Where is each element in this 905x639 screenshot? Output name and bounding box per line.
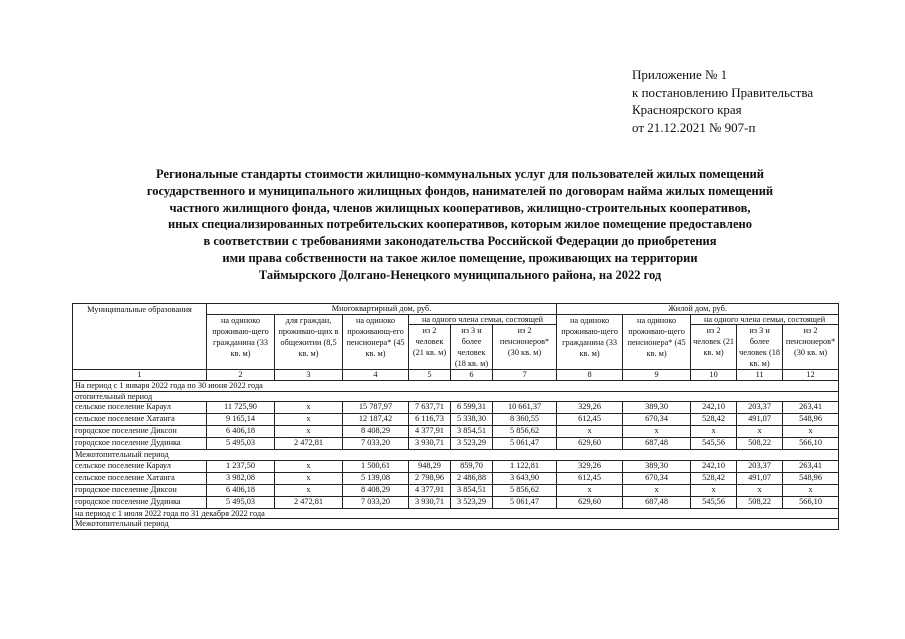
header-single: на одиноко проживаю-щего гражданина (33 кв. м) — [207, 314, 275, 370]
value-cell: 9 165,14 — [207, 414, 275, 426]
value-cell: 859,70 — [451, 460, 493, 472]
value-cell: 3 643,90 — [493, 472, 557, 484]
title-line: государственного и муниципального жилищных фондов, нанимателей по договорам найма жилых помещений — [146, 183, 774, 198]
value-cell: 5 495,03 — [207, 438, 275, 450]
header-house: Жилой дом, руб. — [557, 304, 839, 315]
column-number: 9 — [623, 370, 691, 381]
header-dorm: для граждан, проживаю-щих в общежитии (8,5 кв. м) — [275, 314, 343, 370]
column-number: 2 — [207, 370, 275, 381]
value-cell: x — [275, 414, 343, 426]
value-cell: 5 139,08 — [343, 472, 409, 484]
section-label: На период с 1 января 2022 года по 30 июня 2022 года — [73, 381, 839, 392]
document-title — [70, 166, 850, 284]
section-row — [73, 508, 839, 519]
value-cell: 5 338,30 — [451, 414, 493, 426]
value-cell: x — [275, 484, 343, 496]
subsection-label: Межотопительный период — [73, 519, 839, 530]
value-cell: 1 500,61 — [343, 460, 409, 472]
title-line: Таймырского Долгано-Ненецкого муниципального района, на 2022 год — [258, 267, 662, 282]
value-cell: x — [557, 426, 623, 438]
value-cell: x — [737, 484, 783, 496]
value-cell: 263,41 — [783, 460, 839, 472]
value-cell: 6 406,18 — [207, 426, 275, 438]
value-cell: 11 725,90 — [207, 402, 275, 414]
municipality-cell: городское поселение Дудинка — [73, 496, 207, 508]
column-number: 11 — [737, 370, 783, 381]
value-cell: x — [691, 484, 737, 496]
value-cell: 3 930,71 — [409, 438, 451, 450]
section-row — [73, 381, 839, 392]
subsection-label: отопительный период — [73, 391, 839, 402]
appendix-line: к постановлению Правительства — [632, 84, 814, 100]
municipality-cell: городское поселение Дудинка — [73, 438, 207, 450]
value-cell: 5 495,03 — [207, 496, 275, 508]
value-cell: x — [275, 402, 343, 414]
value-cell: 203,37 — [737, 460, 783, 472]
header-single-house: на одиноко проживаю-щего гражданина (33 кв. м) — [557, 314, 623, 370]
subsection-row — [73, 450, 839, 461]
municipality-cell: городское поселение Диксон — [73, 484, 207, 496]
column-number-row — [73, 370, 839, 381]
value-cell: 1 122,81 — [493, 460, 557, 472]
value-cell: 687,48 — [623, 438, 691, 450]
value-cell: 5 061,47 — [493, 438, 557, 450]
subsection-row — [73, 519, 839, 530]
header-three: из 3 и более человек (18 кв. м) — [451, 325, 493, 370]
value-cell: 548,96 — [783, 414, 839, 426]
value-cell: 203,37 — [737, 402, 783, 414]
value-cell: 528,42 — [691, 472, 737, 484]
municipality-cell: сельское поселение Хатанга — [73, 472, 207, 484]
subsection-label: Межотопительный период — [73, 450, 839, 461]
value-cell: 528,42 — [691, 414, 737, 426]
municipality-cell: сельское поселение Хатанга — [73, 414, 207, 426]
column-number: 1 — [73, 370, 207, 381]
title-line: ими права собственности на такое жилое помещение, проживающих на территории — [222, 250, 698, 265]
section-label: на период с 1 июля 2022 года по 31 декабря 2022 года — [73, 508, 839, 519]
appendix-block — [632, 66, 813, 136]
header-two-pens: из 2 пенсионеров* (30 кв. м) — [493, 325, 557, 370]
value-cell: 566,10 — [783, 438, 839, 450]
column-number: 3 — [275, 370, 343, 381]
value-cell: 5 856,62 — [493, 484, 557, 496]
table-row — [73, 484, 839, 496]
value-cell: 3 982,08 — [207, 472, 275, 484]
title-line: иных специализированных потребительских кооперативов, которым жилое помещение предоставлено — [168, 217, 752, 232]
value-cell: 3 854,51 — [451, 426, 493, 438]
value-cell: 2 486,88 — [451, 472, 493, 484]
value-cell: 5 061,47 — [493, 496, 557, 508]
table-row — [73, 438, 839, 450]
value-cell: 389,30 — [623, 460, 691, 472]
value-cell: 6 116,73 — [409, 414, 451, 426]
value-cell: x — [783, 484, 839, 496]
value-cell: 5 856,62 — [493, 426, 557, 438]
value-cell: 687,48 — [623, 496, 691, 508]
value-cell: x — [557, 484, 623, 496]
column-number: 10 — [691, 370, 737, 381]
appendix-line: от 21.12.2021 № 907-п — [632, 119, 756, 135]
column-number: 8 — [557, 370, 623, 381]
value-cell: 508,22 — [737, 438, 783, 450]
value-cell: 548,96 — [783, 472, 839, 484]
column-number: 6 — [451, 370, 493, 381]
value-cell: 7 637,71 — [409, 402, 451, 414]
column-number: 12 — [783, 370, 839, 381]
value-cell: x — [783, 426, 839, 438]
title-line: в соответствии с требованиями законодательства Российской Федерации до приобретения — [203, 234, 717, 249]
header-two: из 2 человек (21 кв. м) — [409, 325, 451, 370]
header-pensioner: на одиноко проживающ-его пенсионера* (45 кв. м) — [343, 314, 409, 370]
value-cell: 10 661,37 — [493, 402, 557, 414]
value-cell: 3 523,29 — [451, 438, 493, 450]
municipality-cell: сельское поселение Караул — [73, 402, 207, 414]
value-cell: 3 854,51 — [451, 484, 493, 496]
value-cell: 545,56 — [691, 438, 737, 450]
column-number: 4 — [343, 370, 409, 381]
value-cell: 566,10 — [783, 496, 839, 508]
title-line: частного жилищного фонда, членов жилищных кооперативов, жилищно-строительных кооперативов, — [169, 200, 751, 215]
header-row — [73, 304, 839, 315]
municipality-cell: сельское поселение Караул — [73, 460, 207, 472]
value-cell: 329,26 — [557, 402, 623, 414]
value-cell: 263,41 — [783, 402, 839, 414]
value-cell: x — [691, 426, 737, 438]
value-cell: 7 033,20 — [343, 496, 409, 508]
value-cell: 6 599,31 — [451, 402, 493, 414]
value-cell: 7 033,20 — [343, 438, 409, 450]
header-municipal: Муниципальные образования — [73, 304, 207, 370]
value-cell: 12 187,42 — [343, 414, 409, 426]
value-cell: 612,45 — [557, 414, 623, 426]
value-cell: 670,34 — [623, 414, 691, 426]
value-cell: 242,10 — [691, 460, 737, 472]
value-cell: x — [275, 472, 343, 484]
value-cell: x — [623, 426, 691, 438]
value-cell: 15 787,97 — [343, 402, 409, 414]
column-number: 7 — [493, 370, 557, 381]
value-cell: 629,60 — [557, 438, 623, 450]
column-number: 5 — [409, 370, 451, 381]
table-row — [73, 402, 839, 414]
value-cell: 8 408,29 — [343, 484, 409, 496]
value-cell: 545,56 — [691, 496, 737, 508]
value-cell: 491,07 — [737, 414, 783, 426]
table-row — [73, 472, 839, 484]
value-cell: 2 798,96 — [409, 472, 451, 484]
value-cell: 491,07 — [737, 472, 783, 484]
header-two-pens-house: из 2 пенсионеров* (30 кв. м) — [783, 325, 839, 370]
value-cell: 4 377,91 — [409, 484, 451, 496]
value-cell: x — [623, 484, 691, 496]
value-cell: 948,29 — [409, 460, 451, 472]
header-pensioner-house: на одиноко проживаю-щего пенсионера* (45 кв. м) — [623, 314, 691, 370]
value-cell: 1 237,50 — [207, 460, 275, 472]
standards-table — [72, 303, 839, 530]
value-cell: 6 406,18 — [207, 484, 275, 496]
municipality-cell: городское поселение Диксон — [73, 426, 207, 438]
table-row — [73, 496, 839, 508]
appendix-line: Приложение № 1 — [632, 67, 728, 82]
value-cell: 670,34 — [623, 472, 691, 484]
value-cell: x — [275, 426, 343, 438]
subsection-row — [73, 391, 839, 402]
appendix-line: Красноярского края — [632, 102, 742, 117]
value-cell: 4 377,91 — [409, 426, 451, 438]
title-line: Региональные стандарты стоимости жилищно-коммунальных услуг для пользователей жилых помещений — [156, 167, 764, 181]
header-family-house: на одного члена семьи, состоящей — [691, 314, 839, 325]
value-cell: x — [275, 460, 343, 472]
table-row — [73, 426, 839, 438]
value-cell: 629,60 — [557, 496, 623, 508]
value-cell: 8 360,55 — [493, 414, 557, 426]
value-cell: 329,26 — [557, 460, 623, 472]
header-two-house: из 2 человек (21 кв. м) — [691, 325, 737, 370]
value-cell: 8 408,29 — [343, 426, 409, 438]
value-cell: 389,30 — [623, 402, 691, 414]
value-cell: 3 523,29 — [451, 496, 493, 508]
value-cell: x — [737, 426, 783, 438]
value-cell: 3 930,71 — [409, 496, 451, 508]
header-three-house: из 3 и более человек (18 кв. м) — [737, 325, 783, 370]
value-cell: 242,10 — [691, 402, 737, 414]
table-row — [73, 460, 839, 472]
value-cell: 2 472,81 — [275, 496, 343, 508]
table-row — [73, 414, 839, 426]
value-cell: 508,22 — [737, 496, 783, 508]
header-family-mkd: на одного члена семьи, состоящей — [409, 314, 557, 325]
header-mkd: Многоквартирный дом, руб. — [207, 304, 557, 315]
value-cell: 2 472,81 — [275, 438, 343, 450]
value-cell: 612,45 — [557, 472, 623, 484]
table-body — [73, 304, 839, 530]
